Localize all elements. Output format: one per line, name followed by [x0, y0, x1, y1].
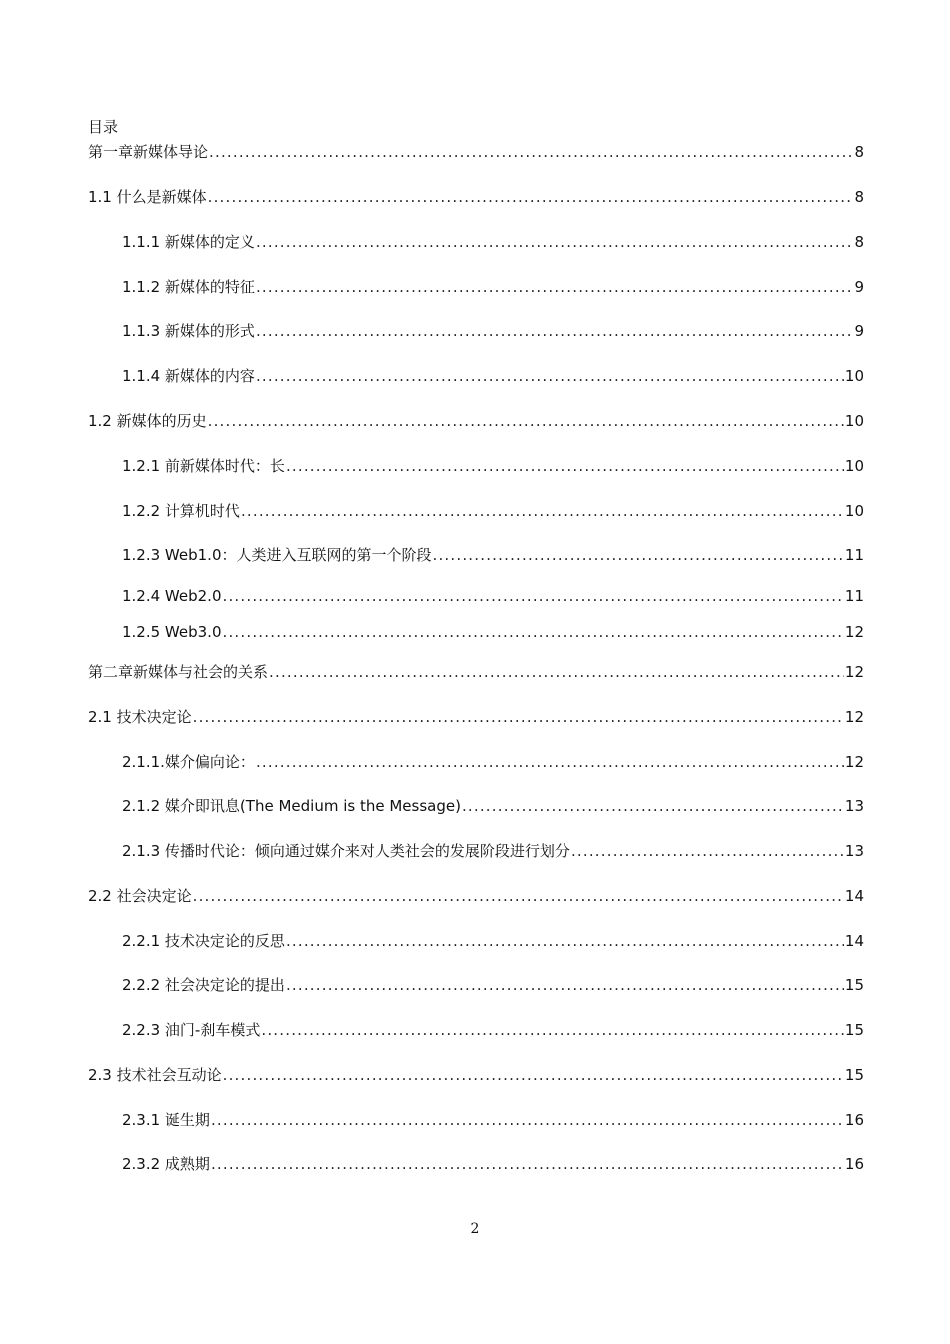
toc-entry-title: 第一章新媒体导论 [88, 143, 209, 161]
toc-leader-dots [433, 543, 844, 567]
toc-entry-2-3-2[interactable] [122, 1152, 864, 1176]
toc-entry-page: 8 [854, 233, 864, 251]
toc-leader-dots [256, 230, 854, 254]
toc-entry-1-2-5[interactable] [122, 620, 864, 644]
toc-entry-page: 15 [844, 976, 864, 994]
toc-entry-page: 10 [844, 457, 864, 475]
toc-leader-dots [286, 973, 844, 997]
toc-entry-page: 16 [844, 1155, 864, 1173]
toc-leader-dots [256, 364, 844, 388]
toc-entry-2-1-2[interactable] [122, 794, 864, 818]
page-number: 2 [470, 1221, 480, 1237]
toc-leader-dots [208, 185, 854, 209]
toc-entry-page: 9 [854, 278, 864, 296]
toc-leader-dots [211, 1108, 844, 1132]
toc-leader-dots [261, 1018, 844, 1042]
toc-entry-1-2-1[interactable] [122, 454, 864, 478]
toc-entry-title: 2.2 社会决定论 [88, 887, 192, 905]
toc-entry-2-2-2[interactable] [122, 973, 864, 997]
toc-entry-page: 10 [844, 502, 864, 520]
toc-entry-2-1[interactable] [88, 705, 864, 729]
toc-entry-2-1-1[interactable] [122, 750, 864, 774]
toc-entry-1-1-1[interactable] [122, 230, 864, 254]
toc-entry-title: 1.2 新媒体的历史 [88, 412, 207, 430]
toc-entry-title: 1.1.2 新媒体的特征 [122, 278, 255, 296]
toc-leader-dots [211, 1152, 844, 1176]
toc-entry-1-2-3[interactable] [122, 543, 864, 567]
toc-entry-title: 2.1.2 媒介即讯息(The Medium is the Message) [122, 797, 461, 815]
toc-entry-title: 2.3 技术社会互动论 [88, 1066, 222, 1084]
toc-entry-page: 9 [854, 322, 864, 340]
toc-leader-dots [241, 499, 844, 523]
toc-entry-2-2-3[interactable] [122, 1018, 864, 1042]
toc-entry-title: 1.1.3 新媒体的形式 [122, 322, 255, 340]
toc-entry-page: 16 [844, 1111, 864, 1129]
toc-entry-page: 10 [844, 367, 864, 385]
toc-entry-title: 1.2.4 Web2.0 [122, 587, 222, 605]
toc-leader-dots [223, 1063, 844, 1087]
toc-leader-dots [269, 660, 844, 684]
toc-entry-1-2-2[interactable] [122, 499, 864, 523]
toc-heading: 目录 [88, 118, 119, 136]
toc-entry-2-1-3[interactable] [122, 839, 864, 863]
toc-leader-dots [571, 839, 844, 863]
toc-entry-title: 2.3.1 诞生期 [122, 1111, 210, 1129]
toc-leader-dots [256, 319, 854, 343]
toc-entry-2-2[interactable] [88, 884, 864, 908]
toc-leader-dots [286, 929, 844, 953]
toc-entry-page: 12 [844, 663, 864, 681]
toc-entry-1-1[interactable] [88, 185, 864, 209]
toc-entry-2-3-1[interactable] [122, 1108, 864, 1132]
toc-entry-page: 8 [854, 188, 864, 206]
toc-entry-title: 1.1 什么是新媒体 [88, 188, 207, 206]
toc-entry-page: 15 [844, 1021, 864, 1039]
toc-entry-chapter-1[interactable] [88, 140, 864, 164]
toc-entry-title: 2.1.1.媒介偏向论： [122, 753, 255, 771]
toc-entry-page: 12 [844, 753, 864, 771]
toc-entry-title: 2.1 技术决定论 [88, 708, 192, 726]
toc-entry-title: 2.3.2 成熟期 [122, 1155, 210, 1173]
toc-entry-page: 12 [844, 708, 864, 726]
toc-entry-1-1-2[interactable] [122, 275, 864, 299]
toc-entry-title: 2.2.1 技术决定论的反思 [122, 932, 285, 950]
toc-entry-page: 14 [844, 932, 864, 950]
toc-entry-title: 2.2.3 油门-刹车模式 [122, 1021, 261, 1039]
toc-entry-1-2[interactable] [88, 409, 864, 433]
toc-entry-title: 1.2.5 Web3.0 [122, 623, 222, 641]
toc-entry-title: 1.1.4 新媒体的内容 [122, 367, 255, 385]
toc-entry-title: 1.1.1 新媒体的定义 [122, 233, 255, 251]
toc-entry-page: 12 [844, 623, 864, 641]
toc-entry-page: 14 [844, 887, 864, 905]
toc-leader-dots [223, 620, 844, 644]
toc-entry-title: 2.2.2 社会决定论的提出 [122, 976, 285, 994]
toc-leader-dots [286, 454, 844, 478]
toc-leader-dots [193, 705, 844, 729]
toc-entry-page: 11 [844, 587, 864, 605]
toc-entry-title: 1.2.1 前新媒体时代：长 [122, 457, 285, 475]
toc-entry-chapter-2[interactable] [88, 660, 864, 684]
toc-entry-1-2-4[interactable] [122, 584, 864, 608]
toc-leader-dots [209, 140, 853, 164]
toc-entry-page: 11 [844, 546, 864, 564]
toc-entry-title: 2.1.3 传播时代论：倾向通过媒介来对人类社会的发展阶段进行划分 [122, 842, 570, 860]
toc-entry-page: 13 [844, 842, 864, 860]
toc-entry-page: 13 [844, 797, 864, 815]
toc-entry-1-1-4[interactable] [122, 364, 864, 388]
toc-entry-2-3[interactable] [88, 1063, 864, 1087]
toc-entry-page: 8 [854, 143, 864, 161]
toc-entry-title: 1.2.2 计算机时代 [122, 502, 240, 520]
toc-entry-page: 15 [844, 1066, 864, 1084]
toc-leader-dots [256, 275, 854, 299]
toc-leader-dots [256, 750, 844, 774]
toc-entry-2-2-1[interactable] [122, 929, 864, 953]
toc-leader-dots [223, 584, 844, 608]
toc-leader-dots [193, 884, 844, 908]
toc-entry-title: 1.2.3 Web1.0：人类进入互联网的第一个阶段 [122, 546, 432, 564]
toc-entry-title: 第二章新媒体与社会的关系 [88, 663, 269, 681]
toc-leader-dots [208, 409, 844, 433]
toc-entry-page: 10 [844, 412, 864, 430]
toc-leader-dots [462, 794, 844, 818]
toc-entry-1-1-3[interactable] [122, 319, 864, 343]
